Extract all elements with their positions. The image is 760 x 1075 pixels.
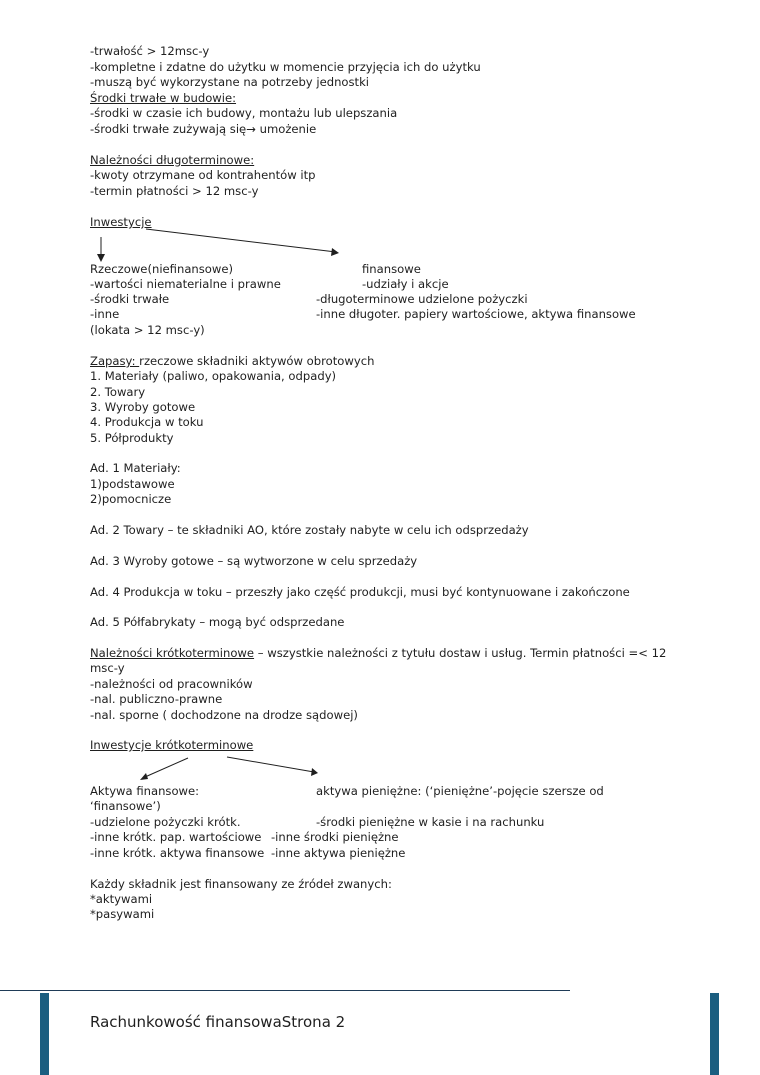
text-line: 1)podstawowe [90, 477, 175, 491]
text-line: 2)pomocnicze [90, 492, 172, 506]
text-line: (lokata > 12 msc-y) [90, 323, 205, 337]
text-fragment: -środki trwałe zużywają się [90, 122, 247, 136]
arrowhead [140, 773, 148, 780]
arrow-inwestycje-to-finansowe [146, 229, 336, 252]
text-line: -termin płatności > 12 msc-y [90, 184, 259, 198]
text-line: -muszą być wykorzystane na potrzeby jednostki [90, 75, 370, 89]
text-line: -inne środki pieniężne [271, 830, 399, 844]
list-item: 1. Materiały (paliwo, opakowania, odpady) [90, 369, 337, 383]
text-line [90, 646, 666, 661]
list-item: 4. Produkcja w toku [90, 415, 204, 429]
text-line: Ad. 1 Materiały: [90, 461, 181, 475]
section-heading-naleznosci-dlugoterminowe: Należności długoterminowe: [90, 153, 255, 167]
arrow-krotkoterminowe-to-aktywa-pieniezne [227, 757, 314, 772]
arrow-krotkoterminowe-to-aktywa-finansowe [145, 758, 188, 777]
list-item: 5. Półprodukty [90, 431, 174, 445]
text-line: *aktywami [90, 892, 153, 906]
text-line: -udziały i akcje [362, 277, 449, 291]
text-line: Każdy składnik jest finansowany ze źródeł zwanych: [90, 877, 392, 891]
text-line: Ad. 4 Produkcja w toku – przeszły jako część produkcji, musi być kontynuowane i zakończone [90, 585, 630, 599]
text-line: Ad. 5 Półfabrykaty – mogą być odsprzedane [90, 615, 345, 629]
section-heading-inwestycje: Inwestycje [90, 215, 152, 229]
section-heading-srodki-w-budowie: Środki trwałe w budowie: [90, 91, 237, 105]
text-fragment: umożenie [255, 122, 317, 136]
text-line: Ad. 2 Towary – te składniki AO, które zostały nabyte w celu ich odsprzedaży [90, 523, 529, 537]
arrowhead [311, 768, 318, 776]
text-line: -nal. sporne ( dochodzone na drodze sądowej) [90, 708, 358, 722]
text-line: -inne krótk. aktywa finansowe [90, 846, 265, 860]
text-line: -trwałość > 12msc-y [90, 44, 210, 58]
arrowhead [331, 248, 339, 256]
page-footer [90, 1013, 345, 1031]
text-line: Ad. 3 Wyroby gotowe – są wytworzone w celu sprzedaży [90, 554, 418, 568]
footer-title: Rachunkowość finansowa [90, 1013, 282, 1031]
arrowhead [97, 254, 105, 262]
column-header-rzeczowe: Rzeczowe(niefinansowe) [90, 262, 234, 276]
text-line: -należności od pracowników [90, 677, 253, 691]
section-heading-naleznosci-krotkoterminowe: Należności krótkoterminowe [90, 646, 255, 660]
text-line: -inne aktywa pieniężne [271, 846, 406, 860]
column-header-finansowe: finansowe [362, 262, 421, 276]
text-line: -inne długoter. papiery wartościowe, aktywa finansowe [316, 307, 636, 321]
text-line: -wartości niematerialne i prawne [90, 277, 281, 291]
text-line: -środki w czasie ich budowy, montażu lub ulepszania [90, 106, 398, 120]
footer-divider [0, 990, 570, 991]
column-header-aktywa-finansowe: Aktywa finansowe: [90, 784, 200, 798]
section-heading-inwestycje-krotkoterminowe: Inwestycje krótkoterminowe [90, 738, 254, 752]
right-arrow-icon: → [246, 122, 256, 136]
footer-right-bar [710, 993, 719, 1075]
text-line: -kwoty otrzymane od kontrahentów itp [90, 168, 316, 182]
section-heading-zapasy: Zapasy: [90, 354, 140, 368]
text-fragment: – wszystkie należności z tytułu dostaw i usług. Termin płatności =< 12 [254, 646, 667, 660]
text-line: -środki trwałe [90, 292, 170, 306]
list-item: 2. Towary [90, 385, 146, 399]
text-line: -długoterminowe udzielone pożyczki [316, 292, 528, 306]
text-line: -nal. publiczno-prawne [90, 692, 223, 706]
text-line: -inne [90, 307, 120, 321]
footer-left-bar [40, 993, 49, 1075]
text-line [90, 354, 374, 369]
text-fragment: rzeczowe składniki aktywów obrotowych [139, 354, 375, 368]
page-number: Strona 2 [281, 1013, 346, 1031]
list-item: 3. Wyroby gotowe [90, 400, 196, 414]
text-line: *pasywami [90, 907, 155, 921]
text-line: -środki pieniężne w kasie i na rachunku [316, 815, 545, 829]
text-line: -inne krótk. pap. wartościowe [90, 830, 262, 844]
column-header-aktywa-pieniezne: aktywa pieniężne: (‘pieniężne’-pojęcie szersze od [316, 784, 604, 798]
text-line: ‘finansowe’) [90, 799, 161, 813]
text-line: -kompletne i zdatne do użytku w momencie przyjęcia ich do użytku [90, 60, 481, 74]
text-line: msc-y [90, 661, 125, 675]
text-line: -udzielone pożyczki krótk. [90, 815, 241, 829]
